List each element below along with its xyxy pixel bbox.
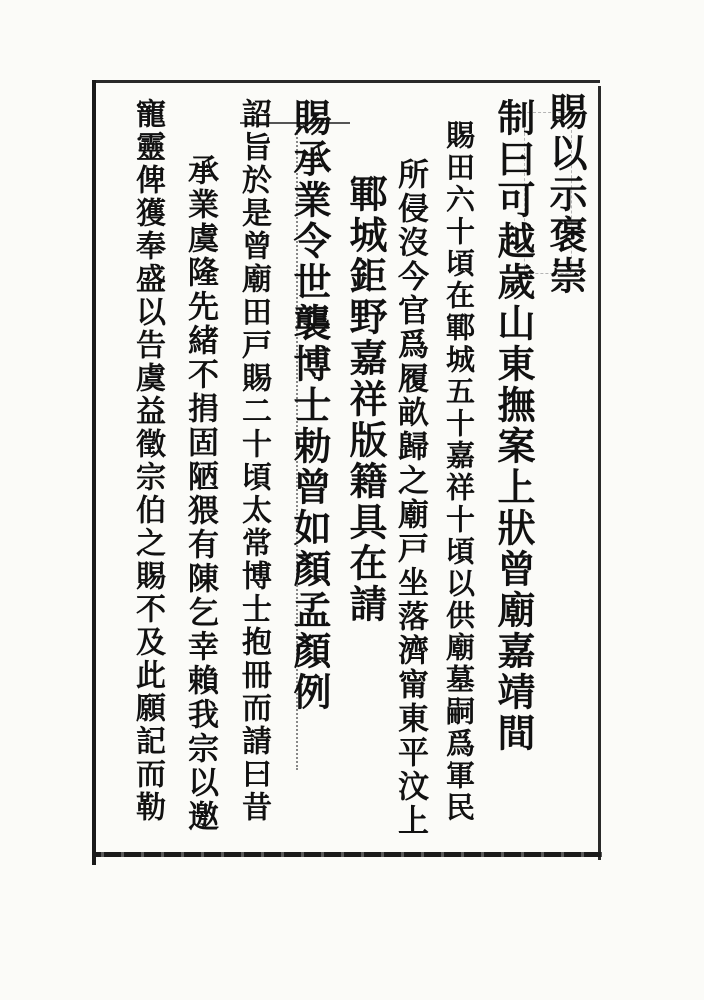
page-border-bottom — [92, 852, 602, 857]
page-border-top — [92, 80, 600, 83]
page-border-right — [598, 86, 601, 860]
text-column-4: 所侵沒今官爲履畝歸之廟戸坐落濟甯東平汶上 — [392, 158, 428, 838]
text-column-7: 詔旨於是曾廟田戸賜二十頃太常博士抱冊而請曰昔 — [236, 98, 271, 824]
text-column-2: 制曰可越歲山東撫案上狀曾廟嘉靖間 — [491, 98, 536, 754]
text-column-5: 鄆城鉅野嘉祥版籍具在請 — [343, 174, 388, 625]
text-column-3: 賜田六十頃在鄆城五十嘉祥十頃以供廟墓嗣爲軍民 — [442, 120, 476, 824]
text-column-1: 賜以示褒崇 — [543, 92, 588, 297]
text-column-9: 寵靈俾獲奉盛以告虞益徵宗伯之賜不及此願記而勒 — [130, 98, 165, 824]
page-border-left — [92, 80, 96, 865]
text-column-8: 承業虞隆先緒不捐固陋猥有陳乞幸賴我宗以邀 — [182, 154, 218, 834]
text-column-6: 賜承業令世襲博士勅曾如顏孟顏例 — [287, 98, 332, 713]
